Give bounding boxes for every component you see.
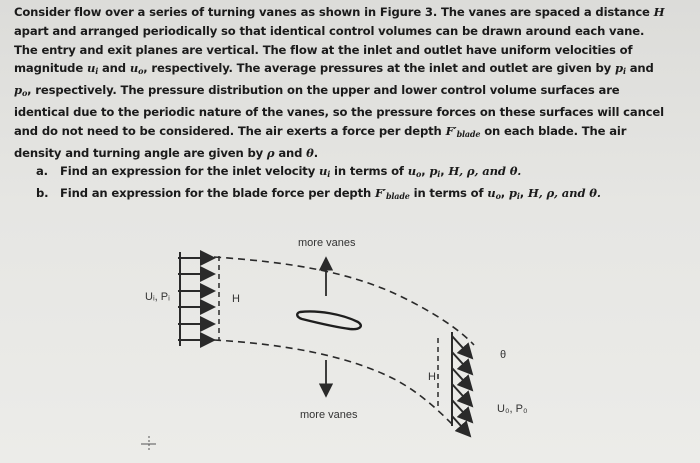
more-vanes-bottom-label: more vanes xyxy=(300,409,358,421)
text-line-7: and do not need to be considered. The air exerts a force per depth $F'_{blade}$ on each blade. The air xyxy=(14,123,627,139)
text-line-4: magnitude $u_i$ and $u_o$, respectively. The average pressures at the inlet and outlet are given by $p_i$ and xyxy=(14,61,654,77)
more-vanes-top-label: more vanes xyxy=(298,237,356,249)
text-line-1: Consider flow over a series of turning vanes as shown in Figure 3. The vanes are spaced a distance H xyxy=(14,5,665,19)
part-b: b. Find an expression for the blade force per depth $F'_{blade}$ in terms of $u_o$, $p_i$, H, ρ, and θ. xyxy=(36,186,601,202)
h-left-label: H xyxy=(232,293,240,305)
inlet-arrows xyxy=(178,258,214,340)
outlet-arrows xyxy=(452,336,472,436)
text-line-5: $p_o$, respectively. The pressure distribution on the upper and lower control volume surfaces are xyxy=(14,83,620,99)
text-line-6: identical due to the periodic nature of the vanes, so the pressure forces on these surfaces will cancel xyxy=(14,104,664,119)
text-line-3: The entry and exit planes are vertical. The flow at the inlet and outlet have uniform velocities of xyxy=(14,42,633,57)
theta-label: θ xyxy=(500,349,507,361)
upper-control-surface xyxy=(214,257,474,345)
part-a: a. Find an expression for the inlet velocity $u_i$ in terms of $u_o$, $p_i$, H, ρ, and θ. xyxy=(36,164,522,180)
outlet-label: U₀, P₀ xyxy=(497,403,528,415)
text-line-2: apart and arranged periodically so that identical control volumes can be drawn around each vane. xyxy=(14,23,645,38)
crosshair-mark xyxy=(141,436,156,452)
inlet-label: Uᵢ, Pᵢ xyxy=(145,291,170,303)
h-right-label: H xyxy=(428,371,436,383)
vane-blade xyxy=(297,311,361,329)
text-line-8: density and turning angle are given by ρ and θ. xyxy=(14,145,319,160)
